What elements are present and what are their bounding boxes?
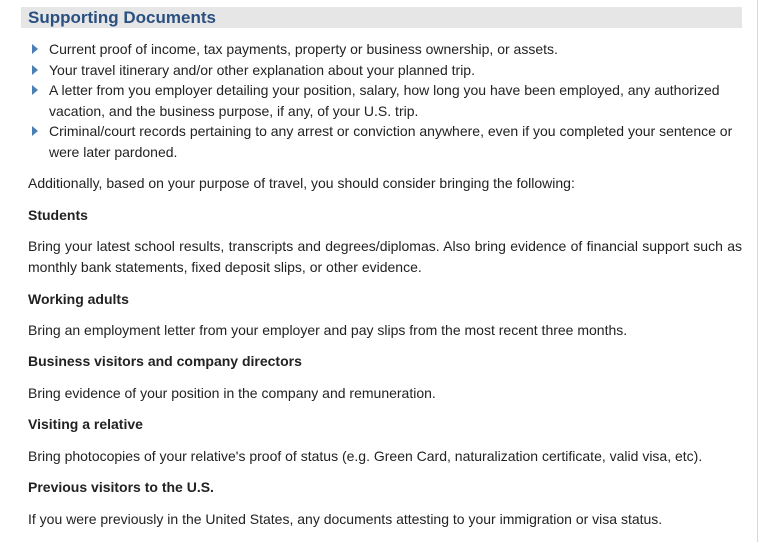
category-heading-working-adults: Working adults (28, 291, 129, 307)
category-heading-previous-visitors: Previous visitors to the U.S. (28, 479, 214, 495)
category-text-previous-visitors: If you were previously in the United States, any documents attesting to your immigration or visa status. (28, 511, 663, 527)
list-item (28, 60, 733, 81)
list-item-text: A letter from you employer detailing your position, salary, how long you have been employed, any authorized vacation, and the business purpose, if any, of your U.S. trip. (49, 82, 720, 119)
category-heading-students: Students (28, 207, 88, 223)
list-item-text: Criminal/court records pertaining to any arrest or conviction anywhere, even if you completed your sentence or were later pardoned. (49, 123, 733, 160)
category-heading-business-visitors: Business visitors and company directors (28, 353, 302, 369)
triangle-bullet-icon (32, 65, 38, 75)
category-text-visiting-relative: Bring photocopies of your relative's proof of status (e.g. Green Card, naturalization certificate, valid visa, etc). (28, 448, 703, 464)
list-item (28, 80, 733, 121)
intro-paragraph: Additionally, based on your purpose of travel, you should consider bringing the following: (28, 175, 575, 191)
triangle-bullet-icon (32, 44, 38, 54)
category-text-working-adults: Bring an employment letter from your employer and pay slips from the most recent three months. (28, 322, 628, 338)
list-item-text: Your travel itinerary and/or other explanation about your planned trip. (49, 61, 475, 78)
list-item (28, 121, 733, 162)
triangle-bullet-icon (32, 85, 38, 95)
section-title: Supporting Documents (21, 7, 742, 28)
category-text-business-visitors: Bring evidence of your position in the company and remuneration. (28, 385, 436, 401)
category-heading-visiting-relative: Visiting a relative (28, 416, 143, 432)
requirements-list (28, 39, 733, 162)
category-text-students: Bring your latest school results, transcripts and degrees/diplomas. Also bring evidence of financial support such as monthly bank statements, fixed deposit slips, or other evidence. (28, 238, 742, 275)
triangle-bullet-icon (32, 126, 38, 136)
list-item (28, 39, 733, 60)
page-border (757, 0, 758, 542)
list-item-text: Current proof of income, tax payments, property or business ownership, or assets. (49, 41, 558, 57)
